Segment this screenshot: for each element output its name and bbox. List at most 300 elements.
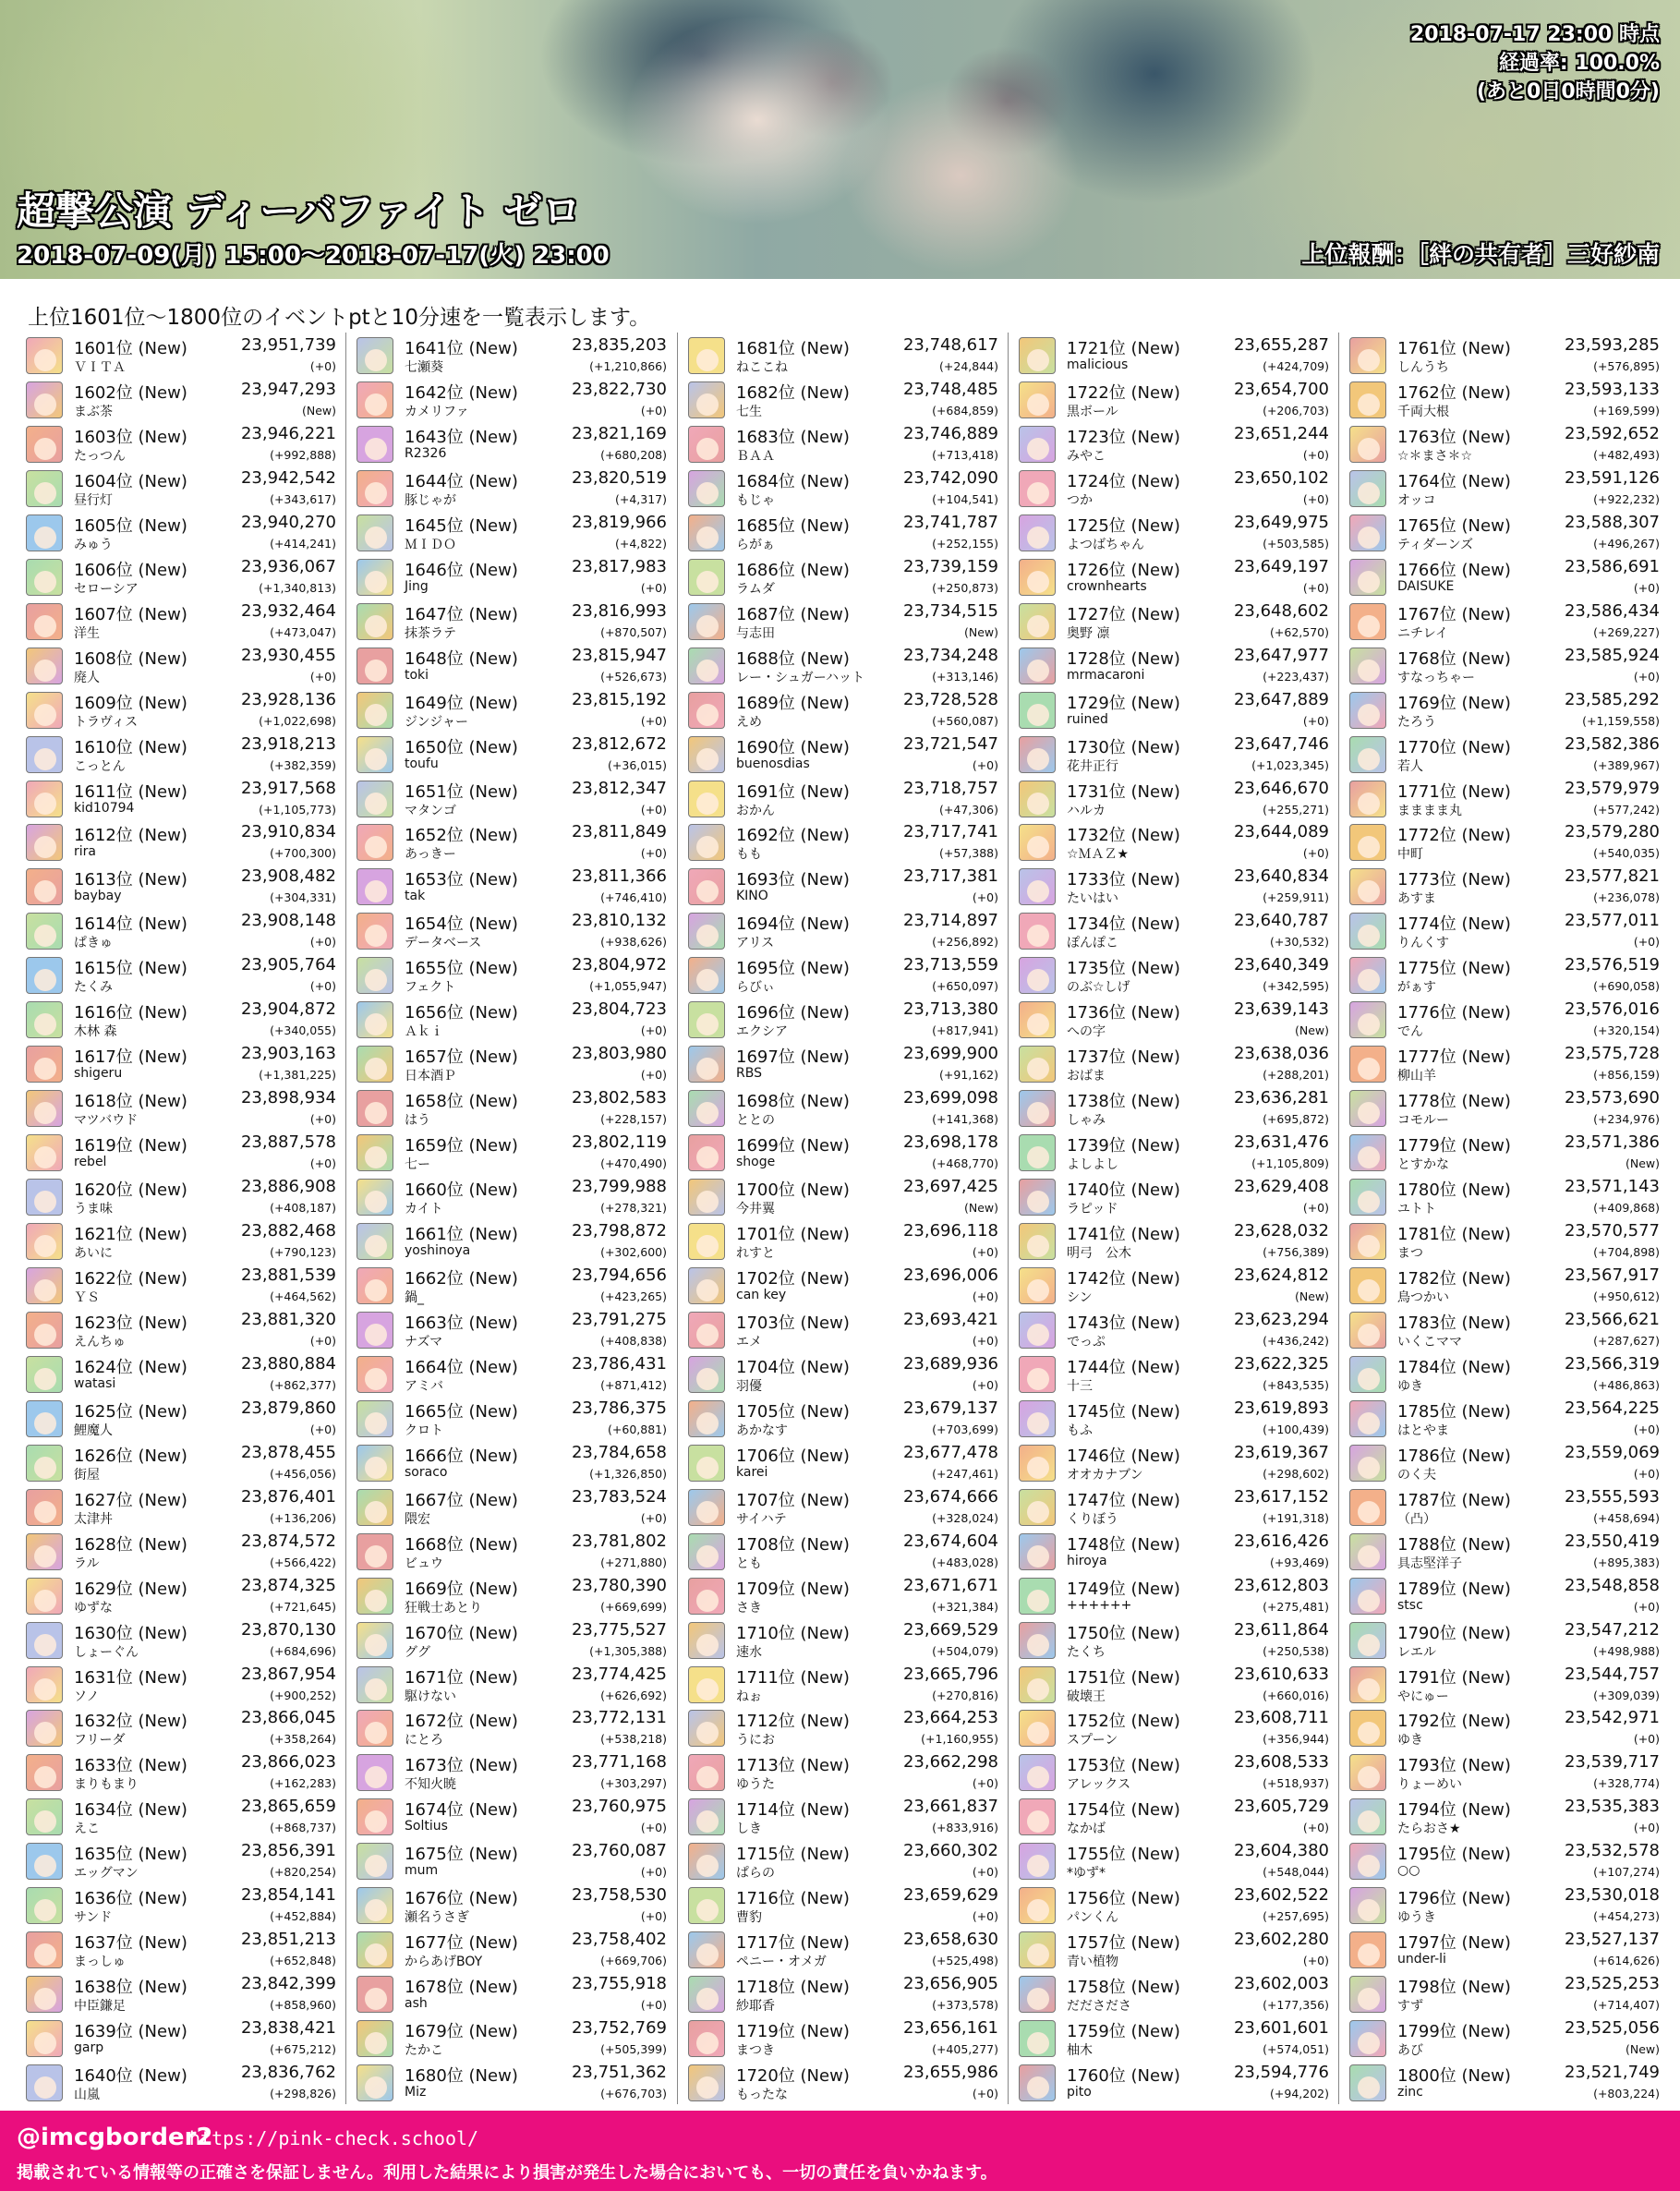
ranking-entry [23,377,342,421]
event-points: 23,946,221 [240,423,336,443]
player-name: ググ [405,1644,430,1660]
idol-avatar-icon [688,514,725,551]
rank-label: 1682位 (New) [736,382,850,403]
ranking-entry [1347,1174,1665,1218]
player-name: 今井翼 [736,1202,775,1217]
ranking-entry [1347,554,1665,599]
idol-avatar-icon [357,913,393,950]
player-name: さき [736,1600,762,1616]
event-points: 23,870,130 [240,1619,336,1640]
player-name: ナズマ [405,1334,443,1350]
event-points: 23,582,386 [1564,733,1660,754]
ranking-grid [23,333,1672,2104]
ten-minute-speed: (+424,709) [1263,359,1329,373]
rank-label: 1735位 (New) [1067,959,1180,979]
idol-avatar-icon [357,1489,393,1526]
ten-minute-speed: (+1,159,558) [1582,713,1660,728]
ranking-entry [23,1573,342,1617]
player-name: 昼行灯 [74,492,113,508]
ranking-entry [354,1573,672,1617]
ranking-entry [1016,732,1335,776]
idol-avatar-icon [26,1710,63,1747]
ranking-entry [1016,1838,1335,1882]
player-name: ラル [74,1555,100,1571]
idol-avatar-icon [26,1090,63,1127]
ten-minute-speed: (+900,252) [270,1688,336,1702]
ranking-entry [23,908,342,952]
ranking-entry [354,1041,672,1085]
idol-avatar-icon [688,1223,725,1260]
idol-avatar-icon [1019,1887,1056,1924]
idol-avatar-icon [1019,913,1056,950]
rank-label: 1756位 (New) [1067,1889,1180,1909]
player-name: みやこ [1067,448,1106,464]
rank-label: 1678位 (New) [405,1978,518,1998]
idol-avatar-icon [1019,1798,1056,1835]
rank-label: 1742位 (New) [1067,1268,1180,1289]
idol-avatar-icon [688,470,725,507]
player-name: やにゅー [1397,1689,1449,1704]
ranking-entry [685,2015,1004,2060]
ranking-entry [685,1971,1004,2015]
ranking-entry [1347,1085,1665,1130]
ranking-entry [1016,1882,1335,1927]
rank-label: 1694位 (New) [736,914,850,935]
ten-minute-speed: (+684,859) [932,403,998,418]
player-name: アリス [736,936,775,951]
idol-avatar-icon [357,559,393,596]
idol-avatar-icon [1349,1445,1386,1482]
rank-label: 1754位 (New) [1067,1800,1180,1821]
idol-avatar-icon [26,1046,63,1083]
rank-label: 1672位 (New) [405,1712,518,1732]
idol-avatar-icon [1019,736,1056,773]
ten-minute-speed: (+505,399) [600,2042,667,2057]
event-points: 23,932,464 [240,600,336,621]
event-points: 23,674,666 [902,1486,998,1507]
player-name: 山嵐 [74,2088,100,2103]
ten-minute-speed: (+298,602) [1263,1466,1329,1481]
rank-label: 1641位 (New) [405,339,518,358]
event-points: 23,532,578 [1564,1841,1660,1861]
ranking-entry [685,687,1004,732]
rank-label: 1710位 (New) [736,1623,850,1643]
ten-minute-speed: (+257,695) [1263,1909,1329,1924]
player-name: のく夫 [1397,1467,1436,1483]
ranking-entry [354,2060,672,2104]
player-name: よしよし [1067,1157,1118,1173]
rank-label: 1606位 (New) [74,560,187,580]
ranking-entry [1016,1396,1335,1440]
ranking-entry [1016,819,1335,864]
player-name: 黒ボール [1067,404,1118,419]
player-name: たっつん [74,448,126,464]
rank-label: 1671位 (New) [405,1667,518,1688]
idol-avatar-icon [1349,1400,1386,1437]
ten-minute-speed: (+0) [640,846,667,861]
player-name: しょーぐん [74,1644,139,1660]
ranking-entry [1347,1573,1665,1617]
rank-label: 1628位 (New) [74,1534,187,1555]
player-name: カイト [405,1202,443,1217]
ranking-entry [1347,1440,1665,1484]
rank-label: 1673位 (New) [405,1756,518,1776]
event-points: 23,665,796 [902,1664,998,1684]
idol-avatar-icon [688,1931,725,1968]
ranking-entry [23,952,342,997]
ranking-entry [1016,377,1335,421]
rank-label: 1725位 (New) [1067,515,1180,536]
idol-avatar-icon [1349,426,1386,463]
player-name: みゅう [74,537,113,552]
ranking-entry [685,1263,1004,1307]
idol-avatar-icon [1349,559,1386,596]
idol-avatar-icon [1019,824,1056,861]
column-divider [345,333,346,2104]
idol-avatar-icon [26,2064,63,2101]
player-name: ハルカ [1067,803,1106,818]
ten-minute-speed: (+141,368) [932,1112,998,1127]
player-name: 廃人 [74,670,100,685]
ten-minute-speed: (+0) [309,1333,336,1348]
rank-label: 1748位 (New) [1067,1534,1180,1555]
rank-label: 1724位 (New) [1067,471,1180,491]
idol-avatar-icon [1019,1622,1056,1659]
event-points: 23,577,821 [1564,866,1660,887]
event-points: 23,539,717 [1564,1752,1660,1773]
player-name: シン [1067,1289,1093,1305]
event-points: 23,812,672 [571,733,667,754]
ten-minute-speed: (+1,023,345) [1251,757,1329,772]
ten-minute-speed: (+538,218) [600,1732,667,1747]
player-name: あいに [74,1246,113,1261]
idol-avatar-icon [1349,2020,1386,2057]
event-points: 23,874,572 [240,1531,336,1551]
ten-minute-speed: (+0) [972,757,998,772]
ranking-entry [1347,377,1665,421]
ten-minute-speed: (+496,267) [1593,536,1660,551]
rank-label: 1665位 (New) [405,1401,518,1422]
player-name: 明弓 公木 [1067,1246,1131,1261]
rank-label: 1793位 (New) [1397,1756,1511,1776]
idol-avatar-icon [26,1622,63,1659]
event-points: 23,571,386 [1564,1132,1660,1153]
ten-minute-speed: (+252,155) [932,536,998,551]
event-points: 23,547,212 [1564,1619,1660,1640]
idol-avatar-icon [26,1843,63,1880]
idol-avatar-icon [26,868,63,905]
event-points: 23,734,248 [902,645,998,665]
rank-label: 1795位 (New) [1397,1845,1511,1865]
ten-minute-speed: (+408,187) [270,1201,336,1216]
idol-avatar-icon [688,1046,725,1083]
idol-avatar-icon [26,1578,63,1615]
event-points: 23,661,837 [902,1797,998,1817]
event-points: 23,866,045 [240,1708,336,1728]
ranking-entry [1016,1440,1335,1484]
event-points: 23,842,399 [240,1974,336,1994]
ranking-entry [354,466,672,510]
rank-label: 1680位 (New) [405,2066,518,2087]
ten-minute-speed: (+560,087) [932,713,998,728]
ten-minute-speed: (+862,377) [270,1377,336,1392]
event-points: 23,905,764 [240,955,336,975]
player-name: 花井正行 [1067,758,1118,774]
player-name: ビュウ [405,1555,443,1571]
event-points: 23,696,118 [902,1221,998,1241]
event-points: 23,803,980 [571,1044,667,1064]
event-points: 23,781,802 [571,1531,667,1551]
ten-minute-speed: (+992,888) [270,447,336,462]
idol-avatar-icon [1349,1267,1386,1304]
event-points: 23,804,972 [571,955,667,975]
rank-label: 1625位 (New) [74,1401,187,1422]
event-points: 23,575,728 [1564,1044,1660,1064]
player-name: stsc [1397,1597,1423,1613]
player-name: がぁす [1397,980,1436,996]
player-name: すなっちゃー [1397,670,1475,685]
ranking-entry [1016,2015,1335,2060]
ranking-entry [23,466,342,510]
player-name: れすと [736,1246,775,1261]
footer-handle[interactable]: @imcgborder2 [17,2124,213,2151]
player-name: ニチレイ [1397,625,1449,641]
ranking-entry [1016,952,1335,997]
ten-minute-speed: (+0) [640,1909,667,1924]
player-name: baybay [74,889,122,904]
idol-avatar-icon [357,824,393,861]
event-points: 23,616,426 [1233,1531,1329,1551]
player-name: りょーめい [1397,1777,1462,1793]
event-points: 23,930,455 [240,645,336,665]
ranking-entry [23,2060,342,2104]
idol-avatar-icon [357,1445,393,1482]
player-name: ととの [736,1113,775,1129]
rank-label: 1752位 (New) [1067,1712,1180,1732]
ranking-entry [685,1794,1004,1838]
idol-avatar-icon [26,1887,63,1924]
player-name: つか [1067,492,1093,508]
ranking-entry [1016,1484,1335,1529]
idol-avatar-icon [688,426,725,463]
ten-minute-speed: (+820,254) [270,1865,336,1880]
rank-label: 1640位 (New) [74,2066,187,2087]
player-name: ラピッド [1067,1202,1118,1217]
idol-avatar-icon [1349,1710,1386,1747]
player-name: にとろ [405,1733,443,1749]
ten-minute-speed: (+458,694) [1593,1510,1660,1525]
ten-minute-speed: (+0) [1633,669,1660,684]
event-points: 23,699,098 [902,1088,998,1108]
ten-minute-speed: (+0) [1633,1466,1660,1481]
event-points: 23,838,421 [240,2018,336,2039]
event-points: 23,874,325 [240,1575,336,1595]
idol-avatar-icon [688,1533,725,1570]
ten-minute-speed: (+938,626) [600,935,667,950]
ten-minute-speed: (+652,848) [270,1954,336,1968]
rank-label: 1667位 (New) [405,1490,518,1510]
event-points: 23,751,362 [571,2063,667,2083]
player-name: rira [74,844,96,860]
rank-label: 1663位 (New) [405,1313,518,1333]
rank-label: 1747位 (New) [1067,1490,1180,1510]
rank-label: 1791位 (New) [1397,1667,1511,1688]
event-points: 23,784,658 [571,1442,667,1462]
ten-minute-speed: (+503,585) [1263,536,1329,551]
event-points: 23,917,568 [240,778,336,798]
ranking-entry [1016,1041,1335,1085]
idol-avatar-icon [357,1134,393,1171]
ranking-entry [1016,1705,1335,1749]
timestamp: 2018-07-17 23:00 時点 [1409,23,1660,46]
player-name: 鍋_ [405,1289,424,1305]
idol-avatar-icon [1349,1931,1386,1968]
idol-avatar-icon [688,1312,725,1349]
player-name: まつき [736,2043,775,2059]
ten-minute-speed: (+408,838) [600,1333,667,1348]
idol-avatar-icon [688,1400,725,1437]
ten-minute-speed: (+107,274) [1593,1865,1660,1880]
event-points: 23,791,275 [571,1309,667,1329]
player-name: ユトト [1397,1202,1436,1217]
ten-minute-speed: (+0) [640,1023,667,1038]
ten-minute-speed: (New) [963,1201,998,1216]
ranking-entry [23,1041,342,1085]
event-points: 23,662,298 [902,1752,998,1773]
ten-minute-speed: (+790,123) [270,1245,336,1259]
rank-label: 1783位 (New) [1397,1313,1511,1333]
header-banner [0,0,1680,279]
ten-minute-speed: (+817,941) [932,1023,998,1038]
rank-label: 1755位 (New) [1067,1845,1180,1865]
rank-label: 1629位 (New) [74,1579,187,1599]
event-points: 23,631,476 [1233,1132,1329,1153]
ranking-entry [1347,908,1665,952]
ranking-entry [685,377,1004,421]
ten-minute-speed: (+470,490) [600,1156,667,1171]
idol-avatar-icon [1349,868,1386,905]
event-points: 23,638,036 [1233,1044,1329,1064]
rank-label: 1749位 (New) [1067,1579,1180,1599]
idol-avatar-icon [1019,1179,1056,1216]
idol-avatar-icon [357,1710,393,1747]
idol-avatar-icon [688,1179,725,1216]
intro-text: 上位1601位～1800位のイベントptと10分速を一覧表示します。 [28,306,651,330]
event-points: 23,654,700 [1233,379,1329,399]
event-points: 23,928,136 [240,689,336,709]
rank-label: 1765位 (New) [1397,515,1511,536]
ranking-entry [685,1307,1004,1351]
event-points: 23,624,812 [1233,1265,1329,1285]
ranking-entry [354,1794,672,1838]
ten-minute-speed: (+0) [1633,580,1660,595]
rank-label: 1649位 (New) [405,693,518,713]
ranking-entry [1016,1794,1335,1838]
idol-avatar-icon [1019,1046,1056,1083]
player-name: エメ [736,1334,762,1350]
player-name: ティダーンズ [1397,537,1474,552]
event-title: 超撃公演 ディーバファイト ゼロ [17,188,581,234]
rank-label: 1616位 (New) [74,1003,187,1023]
event-points: 23,535,383 [1564,1797,1660,1817]
ten-minute-speed: (+1,105,773) [259,802,336,817]
ten-minute-speed: (+0) [640,713,667,728]
ranking-entry [1347,2060,1665,2104]
ranking-entry [23,1351,342,1396]
idol-avatar-icon [357,603,393,640]
player-name: よつばちゃん [1067,537,1144,552]
event-points: 23,739,159 [902,556,998,576]
ten-minute-speed: (+206,703) [1263,403,1329,418]
event-points: 23,746,889 [902,423,998,443]
ranking-entry [685,1484,1004,1529]
ranking-entry [23,1662,342,1706]
idol-avatar-icon [1349,913,1386,950]
player-name: まつ [1397,1246,1423,1261]
player-name: ゆずな [74,1600,113,1616]
idol-avatar-icon [688,1666,725,1703]
ranking-entry [1016,466,1335,510]
ranking-entry [23,1396,342,1440]
ranking-entry [354,1705,672,1749]
rank-label: 1740位 (New) [1067,1180,1180,1201]
player-name: ジンジャー [405,714,469,730]
idol-avatar-icon [1349,648,1386,684]
rank-label: 1668位 (New) [405,1534,518,1555]
ranking-entry [685,510,1004,554]
ranking-entry [685,2060,1004,2104]
rank-label: 1786位 (New) [1397,1446,1511,1466]
ranking-entry [354,1085,672,1130]
rank-label: 1607位 (New) [74,604,187,624]
rank-label: 1619位 (New) [74,1136,187,1156]
player-name: 柳山羊 [1397,1069,1436,1084]
event-points: 23,622,325 [1233,1353,1329,1374]
ranking-entry [354,1263,672,1307]
ranking-entry [685,554,1004,599]
rank-label: 1617位 (New) [74,1047,187,1068]
ranking-entry [1347,1882,1665,1927]
footer-url[interactable]: https://pink-check.school/ [189,2127,479,2149]
ranking-entry [1347,1130,1665,1174]
idol-avatar-icon [1019,957,1056,994]
idol-avatar-icon [688,559,725,596]
idol-avatar-icon [26,1267,63,1304]
ten-minute-speed: (+94,202) [1270,2087,1329,2101]
ten-minute-speed: (+0) [1633,1821,1660,1835]
ranking-entry [1016,908,1335,952]
ten-minute-speed: (+713,418) [932,447,998,462]
ten-minute-speed: (+24,844) [939,359,998,373]
ten-minute-speed: (+0) [972,1865,998,1880]
ranking-entry [1347,687,1665,732]
ten-minute-speed: (+614,626) [1593,1954,1660,1968]
rank-label: 1770位 (New) [1397,737,1511,757]
ranking-entry [1347,1662,1665,1706]
rank-label: 1720位 (New) [736,2066,850,2087]
idol-avatar-icon [1019,337,1056,374]
player-name: うま味 [74,1202,113,1217]
ten-minute-speed: (+136,206) [270,1510,336,1525]
ranking-entry [1347,1838,1665,1882]
ranking-entry [1347,510,1665,554]
player-name: とすかな [1397,1157,1449,1173]
rank-label: 1737位 (New) [1067,1047,1180,1068]
event-points: 23,951,739 [240,335,336,355]
ten-minute-speed: (+302,600) [600,1245,667,1259]
ten-minute-speed: (+871,412) [600,1377,667,1392]
event-points: 23,576,016 [1564,999,1660,1020]
